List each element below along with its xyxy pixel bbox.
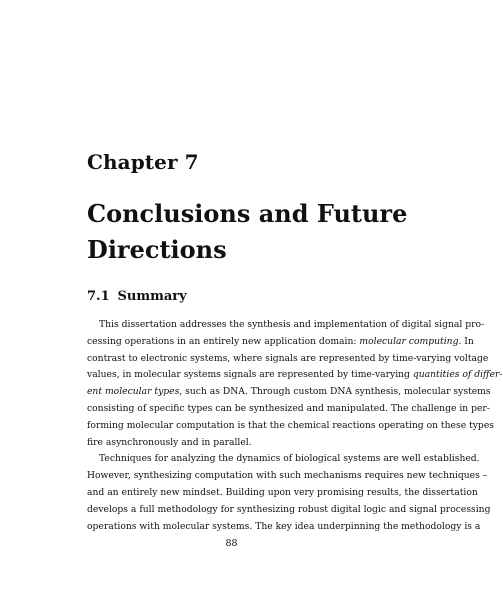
text-line: develops a full methodology for synthesizing robust digital logic and signal processing: [87, 503, 491, 515]
text-line: fire asynchronously and in parallel.: [87, 436, 252, 448]
text-fragment: In: [464, 335, 474, 347]
text-line: [87, 384, 491, 401]
chapter-title-line: Directions: [87, 235, 227, 264]
page-number: 88: [225, 538, 238, 549]
paragraph: [87, 317, 503, 451]
section-title: Summary: [117, 289, 187, 304]
text-line: This dissertation addresses the synthesis and implementation of digital signal pro-: [99, 319, 485, 330]
text-line: However, synthesizing computation with such mechanisms requires new techniques –: [87, 470, 488, 482]
emphasis-text: molecular computing.: [359, 335, 462, 347]
text-line: and an entirely new mindset. Building upon very promising results, the dissertation: [87, 486, 478, 498]
text-fragment: cessing operations in an entirely new application domain:: [87, 335, 360, 347]
emphasis-text: quantities of differ-: [412, 369, 503, 381]
text-line: operations with molecular systems. The key idea underpinning the methodology is a: [87, 520, 481, 532]
chapter-label: Chapter 7: [87, 150, 199, 174]
text-line: [87, 334, 474, 351]
body-text: [87, 317, 503, 535]
paragraph: [87, 451, 491, 535]
text-line: Techniques for analyzing the dynamics of biological systems are well established.: [99, 453, 480, 465]
text-line: contrast to electronic systems, where signals are represented by time-varying voltage: [87, 352, 489, 364]
emphasis-text: ent molecular types: [87, 386, 180, 398]
text-fragment: values, in molecular systems signals are represented by time-varying: [87, 369, 413, 381]
section-number: 7.1: [87, 289, 110, 304]
chapter-title: [87, 196, 408, 268]
text-line: consisting of specific types can be synthesized and manipulated. The challenge in per-: [87, 402, 490, 414]
text-line: [87, 367, 503, 384]
chapter-title-line: Conclusions and Future: [87, 199, 408, 228]
text-line: forming molecular computation is that the chemical reactions operating on these types: [87, 419, 494, 431]
text-fragment: , such as DNA. Through custom DNA synthesis, molecular systems: [179, 386, 491, 398]
section-heading: [87, 289, 187, 304]
